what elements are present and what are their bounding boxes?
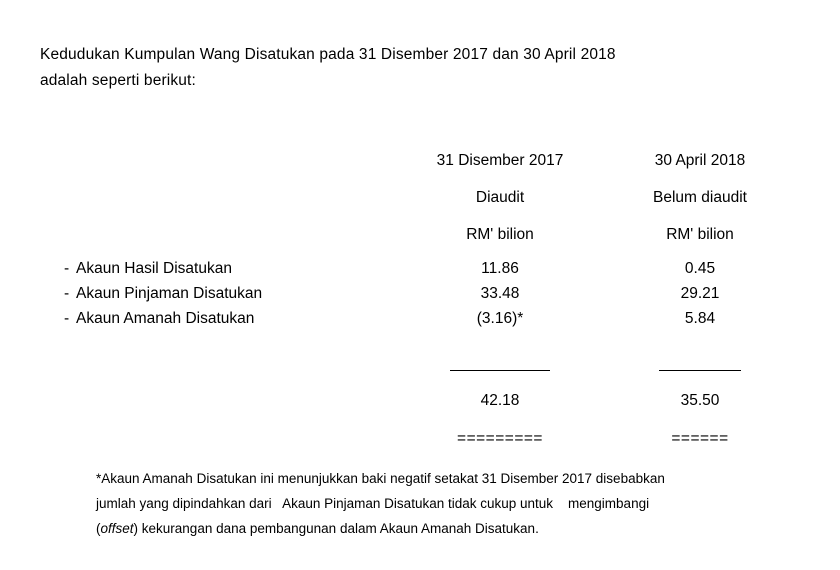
header-row-unit [400, 216, 800, 253]
header-row-dates [400, 142, 800, 179]
row-bullet: - [64, 285, 70, 302]
total-col1: 42.18 [480, 392, 520, 409]
row-label: Akaun Hasil Disatukan [76, 260, 232, 277]
footnote [96, 466, 796, 541]
double-rule-col2: ====== [671, 430, 729, 447]
rule-col1 [400, 370, 600, 371]
row-label: Akaun Amanah Disatukan [76, 310, 255, 327]
column-headers [400, 142, 800, 253]
intro-paragraph [40, 42, 780, 94]
row-label: Akaun Pinjaman Disatukan [76, 285, 263, 302]
header-col1-status: Diaudit [475, 189, 525, 206]
row-value-col2: 29.21 [680, 285, 720, 302]
footnote-line-3 [96, 516, 796, 541]
row-value-col2: 0.45 [684, 260, 716, 277]
header-col2-status: Belum diaudit [653, 189, 747, 206]
footnote-line-1: *Akaun Amanah Disatukan ini menunjukkan baki negatif setakat 31 Disember 2017 disebabkan [96, 471, 665, 486]
table-row [40, 310, 800, 335]
rule-col2 [600, 370, 800, 371]
table-row [40, 285, 800, 310]
horizontal-rule [450, 370, 550, 371]
header-col2-date: 30 April 2018 [654, 152, 746, 169]
row-bullet: - [64, 260, 70, 277]
account-rows [40, 260, 800, 335]
row-value-col1: (3.16)* [476, 310, 524, 327]
double-rule-row [400, 430, 800, 448]
header-col2-unit: RM' bilion [666, 226, 734, 243]
row-value-col2: 5.84 [684, 310, 716, 327]
header-row-status [400, 179, 800, 216]
row-value-col1: 11.86 [481, 260, 519, 277]
total-col2: 35.50 [680, 392, 720, 409]
intro-line-1: Kedudukan Kumpulan Wang Disatukan pada 31 Disember 2017 dan 30 April 2018 [40, 46, 616, 63]
footnote-line3-rest: ) kekurangan dana pembangunan dalam Akaun Amanah Disatukan. [133, 521, 539, 536]
footnote-paren-open: ( [96, 521, 101, 536]
subtotal-rules [400, 370, 800, 371]
double-rule-col1: ========= [457, 430, 543, 447]
header-col1-date: 31 Disember 2017 [436, 152, 564, 169]
footnote-line-2: jumlah yang dipindahkan dari Akaun Pinjaman Disatukan tidak cukup untuk mengimbangi [96, 496, 650, 511]
footnote-italic-term: offset [100, 521, 134, 536]
horizontal-rule [659, 370, 741, 371]
row-value-col1: 33.48 [480, 285, 520, 302]
row-bullet: - [64, 310, 70, 327]
totals-row [400, 392, 800, 410]
intro-line-2: adalah seperti berikut: [40, 72, 196, 89]
table-row [40, 260, 800, 285]
header-col1-unit: RM' bilion [466, 226, 534, 243]
